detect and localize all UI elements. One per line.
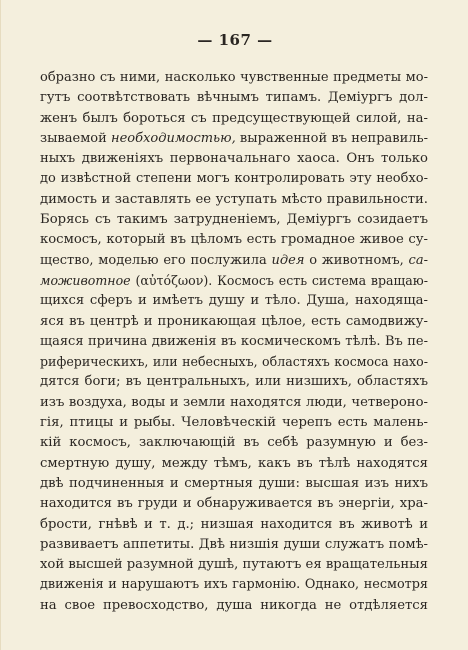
text-line (40, 230, 428, 250)
text-segment: движенія и нарушаютъ ихъ гармонію. Однако, несмотря (40, 577, 428, 593)
text-segment: двѣ подчиненныя и смертныя души: высшая изъ нихъ (40, 475, 428, 491)
italic-text: са- (408, 252, 428, 268)
text-segment: хой высшей разумной душѣ, путаютъ ея вращательныя (40, 557, 428, 573)
text-line (40, 210, 428, 230)
italic-text: необходимостью, (111, 130, 236, 146)
text-line (40, 352, 428, 372)
text-segment: щество, моделью его послужила (40, 252, 272, 268)
text-segment: смертную душу, между тѣмъ, какъ въ тѣлѣ находятся (40, 455, 428, 471)
text-segment: гія, птицы и рыбы. Человѣческій черепъ есть малень- (40, 415, 428, 431)
text-line (40, 149, 428, 169)
text-line (40, 271, 428, 291)
text-line (40, 129, 428, 149)
text-segment: дятся боги; въ центральныхъ, или низшихъ, областяхъ (40, 374, 428, 390)
text-segment: космосъ, который въ цѣломъ есть громадное живое су- (40, 232, 428, 248)
text-segment: (αὐτόζωον). Космосъ есть система вращаю- (130, 272, 428, 288)
text-line (40, 169, 428, 189)
text-segment: Борясь съ такимъ затрудненіемъ, Деміургъ созидаетъ (40, 212, 428, 228)
text-segment: находится въ груди и обнаруживается въ энергіи, хра- (40, 496, 428, 512)
text-segment: щихся сферъ и имѣетъ душу и тѣло. Душа, находяща- (40, 293, 428, 309)
text-segment: образно съ ними, насколько чувственные предметы мо- (40, 70, 428, 85)
text-line (40, 332, 428, 352)
text-line (40, 291, 428, 311)
text-segment: о животномъ, (304, 252, 409, 268)
text-line (40, 68, 428, 88)
text-segment: женъ былъ бороться съ предсуществующей силой, на- (40, 110, 428, 126)
text-segment: гутъ соотвѣтствовать вѣчнымъ типамъ. Деміургъ дол- (40, 90, 428, 106)
text-segment: на свое превосходство, душа никогда не отдѣляется (40, 597, 428, 613)
body-text (40, 68, 428, 616)
text-line (40, 109, 428, 129)
text-segment: кій космосъ, заключающій въ себѣ разумную и без- (40, 435, 428, 451)
text-line (40, 454, 428, 474)
text-line (40, 312, 428, 332)
italic-text: идея (271, 252, 305, 268)
text-line (40, 494, 428, 514)
text-segment: брости, гнѣвѣ и т. д.; низшая находится въ животѣ и (40, 516, 428, 532)
text-line (40, 515, 428, 535)
text-line (40, 372, 428, 392)
text-segment: выраженной въ неправиль- (235, 130, 428, 146)
text-line (40, 535, 428, 555)
text-segment: до извѣстной степени могъ контролировать эту необхо- (40, 171, 428, 187)
text-line (40, 251, 428, 271)
text-line (40, 474, 428, 494)
text-segment: изъ воздуха, воды и земли находятся люди, четвероно- (40, 394, 428, 410)
text-segment: развиваетъ аппетиты. Двѣ низшія души служатъ помѣ- (40, 536, 428, 552)
text-segment: яся въ центрѣ и проникающая цѣлое, есть самодвижу- (40, 313, 428, 329)
text-segment: щаяся причина движенія въ космическомъ тѣлѣ. Въ пе- (40, 333, 428, 349)
text-line (40, 413, 428, 433)
text-line (40, 88, 428, 108)
italic-text: моживотное (40, 272, 131, 288)
text-line (40, 433, 428, 453)
text-line (40, 393, 428, 413)
text-line (40, 596, 428, 616)
page-number: — 167 — (197, 31, 273, 49)
text-line (40, 555, 428, 575)
text-segment: ныхъ движеніяхъ первоначальнаго хаоса. Онъ только (40, 151, 428, 167)
text-segment: риферическихъ, или небесныхъ, областяхъ космоса нахо- (40, 354, 428, 370)
text-line (40, 575, 428, 595)
text-line (40, 190, 428, 210)
text-segment: димость и заставлять ее уступать мѣсто правильности. (40, 191, 428, 207)
text-segment: зываемой (40, 130, 112, 146)
